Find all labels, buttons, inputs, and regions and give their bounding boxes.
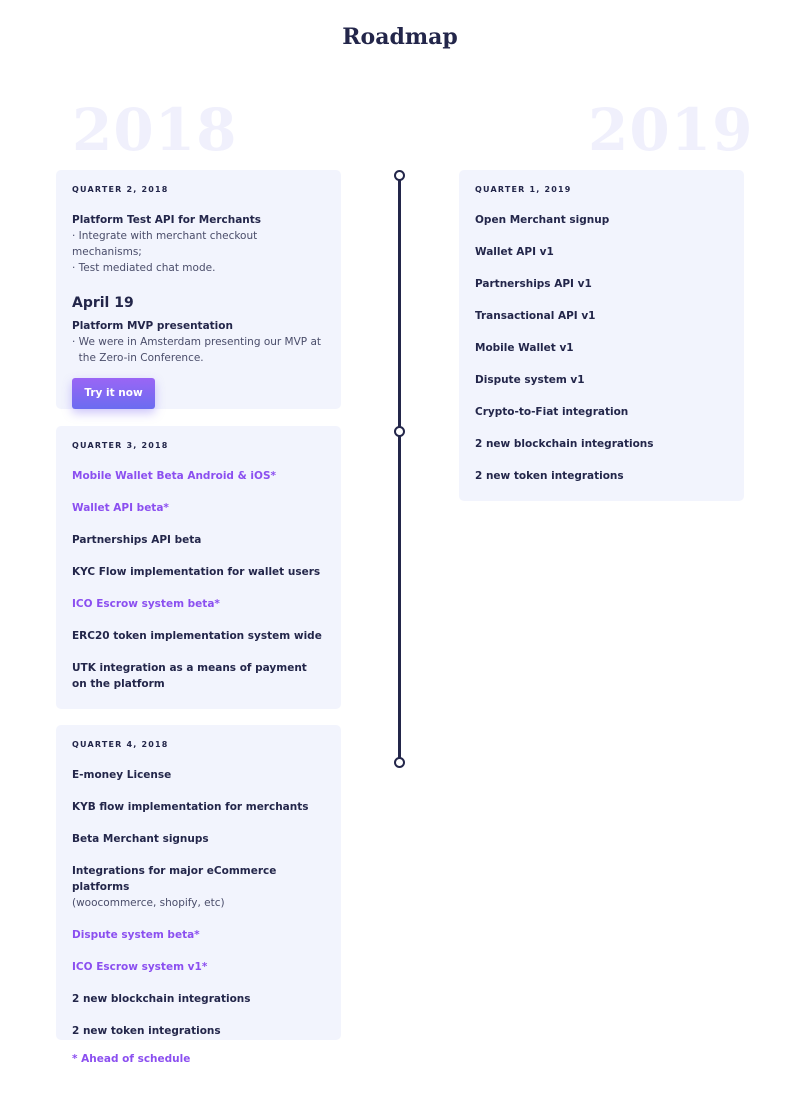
event-title: Platform MVP presentation: [72, 320, 233, 332]
milestone-item: [72, 991, 325, 1007]
milestone-text: Transactional API v1: [475, 310, 596, 322]
timeline-line: [398, 176, 401, 762]
milestone-text: 2 new token integrations: [72, 1025, 221, 1037]
milestone-item: [475, 468, 728, 484]
milestone-text: Mobile Wallet Beta Android & iOS*: [72, 470, 276, 482]
milestone-text: Open Merchant signup: [475, 214, 610, 226]
milestone-text: E-money License: [72, 769, 172, 781]
milestone-text: Partnerships API beta: [72, 534, 202, 546]
milestone-item: [72, 927, 325, 943]
ahead-of-schedule-footnote: * Ahead of schedule: [72, 1053, 191, 1065]
quarter-3-2018-card: [56, 426, 341, 709]
milestone-text: KYB flow implementation for merchants: [72, 801, 309, 813]
milestone-text: 2 new blockchain integrations: [72, 993, 251, 1005]
milestone-item: [475, 244, 728, 260]
milestone-text: UTK integration as a means of payment on the platform: [72, 662, 307, 690]
milestone-text: ICO Escrow system v1*: [72, 961, 208, 973]
milestone-text: 2 new blockchain integrations: [475, 438, 654, 450]
page-title: Roadmap: [342, 24, 458, 50]
milestone-bullet: · Test mediated chat mode.: [72, 262, 216, 274]
milestone-item: [475, 340, 728, 356]
year-2018-label: 2018: [72, 96, 238, 164]
milestone-text: Integrations for major eCommerce platforms: [72, 865, 277, 893]
milestone-item: [475, 276, 728, 292]
quarter-2-2018-card: [56, 170, 341, 409]
milestone-item: [72, 564, 325, 580]
milestone-text: ERC20 token implementation system wide: [72, 630, 322, 642]
quarter-label: QUARTER 1, 2019: [475, 185, 572, 194]
milestone-text: Mobile Wallet v1: [475, 342, 574, 354]
timeline-node: [394, 426, 405, 437]
milestone-text: Wallet API beta*: [72, 502, 169, 514]
milestone-item: [475, 404, 728, 420]
milestone-item: [72, 660, 325, 692]
milestone-item: [72, 767, 325, 783]
milestone-heading: Platform Test API for Merchants: [72, 214, 262, 226]
milestone-text: ICO Escrow system beta*: [72, 598, 220, 610]
event-date: April 19: [72, 295, 134, 311]
milestone-bullet: · Integrate with merchant checkout mechanisms;: [72, 230, 258, 258]
try-it-now-button[interactable]: Try it now: [72, 378, 155, 409]
year-2019-label: 2019: [588, 96, 754, 164]
timeline-node: [394, 170, 405, 181]
milestone-text: Dispute system v1: [475, 374, 585, 386]
milestone-item: [475, 372, 728, 388]
milestone-subtext: (woocommerce, shopify, etc): [72, 897, 225, 909]
quarter-4-2018-card: [56, 725, 341, 1040]
milestone-item: [72, 1023, 325, 1039]
milestone-item: [72, 959, 325, 975]
event-bullet: the Zero-in Conference.: [72, 352, 204, 364]
milestone-text: Crypto-to-Fiat integration: [475, 406, 629, 418]
milestone-item: [72, 532, 325, 548]
milestone-item: [475, 212, 728, 228]
milestone-item: [72, 596, 325, 612]
milestone-item: [72, 799, 325, 815]
milestone-item: [72, 500, 325, 516]
milestone-item: [72, 831, 325, 847]
milestone-item: [475, 436, 728, 452]
milestone-list: [72, 767, 325, 1039]
quarter-label: QUARTER 3, 2018: [72, 441, 169, 450]
milestone-text: Partnerships API v1: [475, 278, 592, 290]
event-bullet: · We were in Amsterdam presenting our MVP at: [72, 336, 322, 348]
milestone-list: [72, 468, 325, 692]
milestone-text: 2 new token integrations: [475, 470, 624, 482]
milestone-text: Dispute system beta*: [72, 929, 200, 941]
milestone-text: Beta Merchant signups: [72, 833, 209, 845]
quarter-1-2019-card: [459, 170, 744, 501]
milestone-list: [475, 212, 728, 484]
milestone-item: [475, 308, 728, 324]
milestone-item: [72, 628, 325, 644]
milestone-text: Wallet API v1: [475, 246, 554, 258]
timeline-node: [394, 757, 405, 768]
quarter-label: QUARTER 4, 2018: [72, 740, 169, 749]
milestone-text: KYC Flow implementation for wallet users: [72, 566, 321, 578]
quarter-label: QUARTER 2, 2018: [72, 185, 169, 194]
milestone-item: [72, 863, 325, 911]
milestone-item: [72, 468, 325, 484]
